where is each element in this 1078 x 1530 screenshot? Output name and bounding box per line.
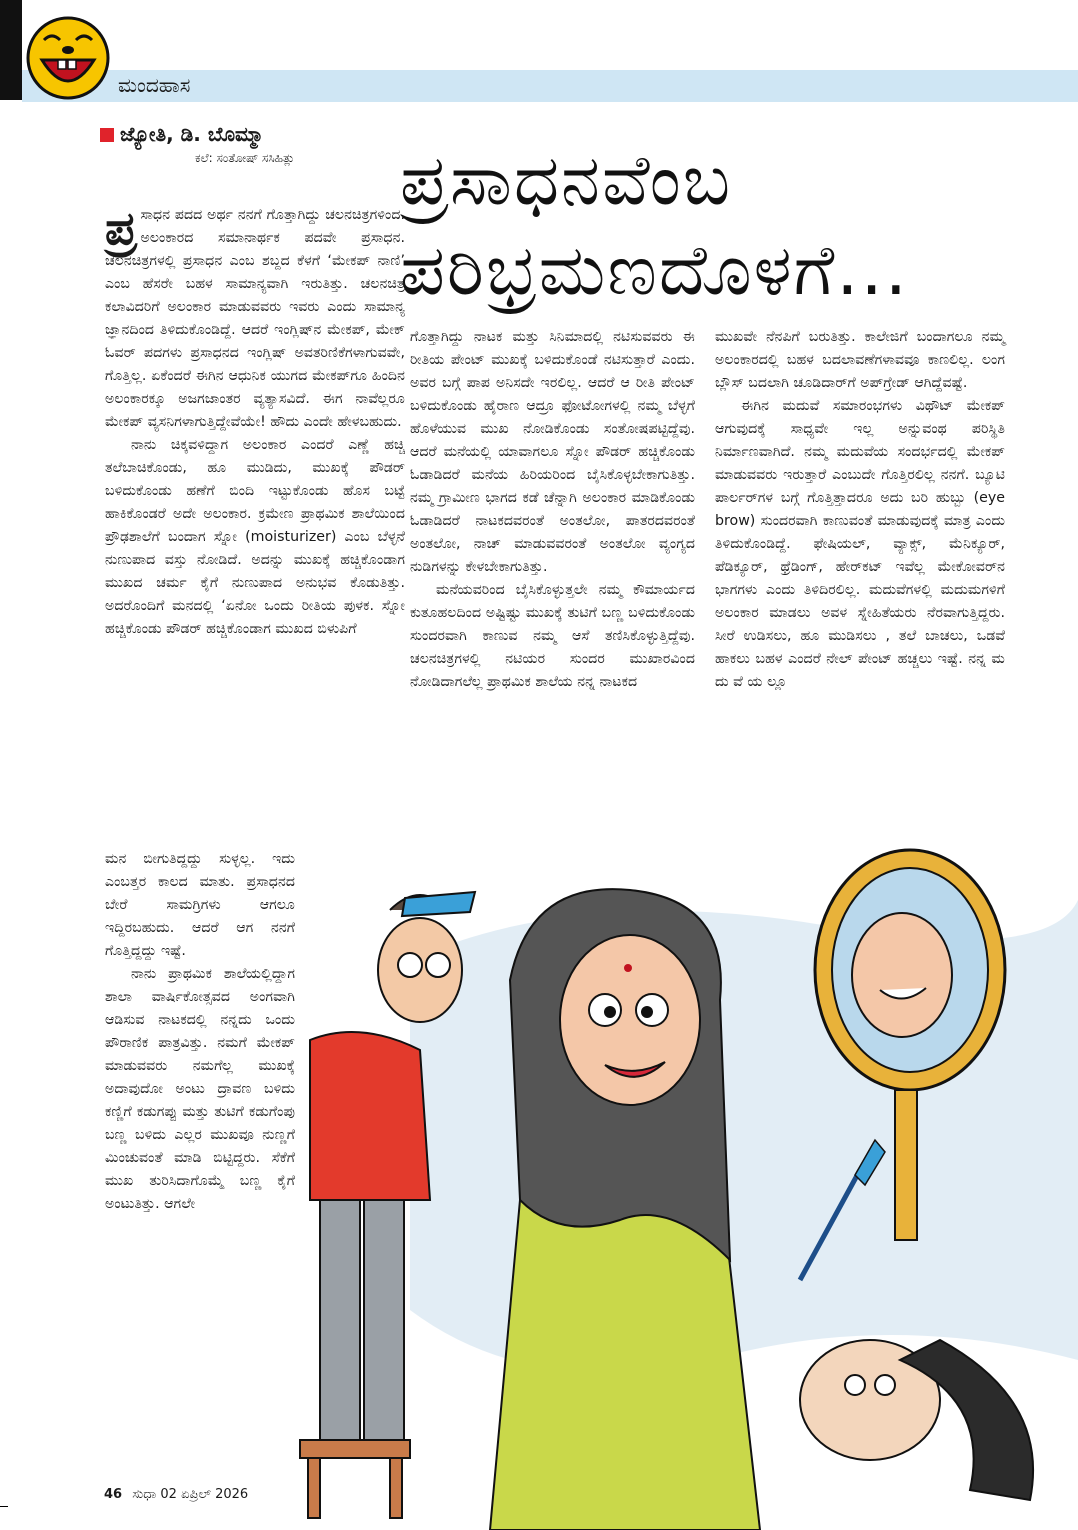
headline-line-2: ಪರಿಭ್ರಮಣದೊಳಗೆ... [400,229,910,311]
paragraph: ನಾನು ಚಿಕ್ಕವಳಿದ್ದಾಗ ಅಲಂಕಾರ ಎಂದರೆ ಎಣ್ಣೆ ಹಚ್ಚಿ ತಲೆಬಾಚಿಕೊಂಡು, ಹೂ ಮುಡಿದು, ಮುಖಕ್ಕೆ ಪೌಡರ್ ಬಳಿದುಕೊಂಡು ಹಣೆಗೆ ಬಿಂದಿ ಇಟ್ಟುಕೊಂಡು ಹೊಸ ಬಟ್ಟೆ ಹಾಕಿಕೊಂಡರೆ ಅದೇ ಅಲಂಕಾರ. ಕ್ರಮೇಣ ಪ್ರಾಥಮಿಕ ಶಾಲೆಯಿಂದ ಪ್ರೌಢಶಾಲೆಗೆ ಬಂದಾಗ ಸ್ನೋ (moisturizer) ಎಂಬ ಬೆಳ್ಳನೆ ನುಣುಪಾದ ವಸ್ತು ನೋಡಿದೆ. ಅದನ್ನು ಮುಖಕ್ಕೆ ಹಚ್ಚಿಕೊಂಡಾಗ ಮುಖದ ಚರ್ಮ ಕೈಗೆ ನುಣುಪಾದ ಅನುಭವ ಕೊಡುತಿತ್ತು. ಅದರೊಂದಿಗೆ ಮನದಲ್ಲಿ ‘ಏನೋ ಒಂದು ರೀತಿಯ ಪುಳಕ. ಸ್ನೋ ಹಚ್ಚಿಕೊಂಡು ಪೌಡರ್ ಹಚ್ಚಿಕೊಂಡಾಗ ಮುಖದ ಬಿಳುಪಿಗೆ [105,437,405,637]
byline-author: ಜ್ಯೋತಿ, ಡಿ. ಬೊಮ್ಮಾ [120,122,264,146]
article-column-1-continued [105,848,295,1216]
paragraph: ಮನೆಯವರಿಂದ ಬೈಸಿಕೊಳ್ಳುತ್ತಲೇ ನಮ್ಮ ಕೌಮಾರ್ಯದ ಕುತೂಹಲದಿಂದ ಅಷ್ಟಿಷ್ಟು ಮುಖಕ್ಕೆ ತುಟಿಗೆ ಬಣ್ಣ ಬಳಿದುಕೊಂಡು ಸುಂದರವಾಗಿ ಕಾಣುವ ನಮ್ಮ ಆಸೆ ತಣಿಸಿಕೊಳ್ಳುತ್ತಿದ್ದೆವು. ಚಲನಚಿತ್ರಗಳಲ್ಲಿ ನಟಿಯರ ಸುಂದರ ಮುಖಾರವಿಂದ ನೋಡಿದಾಗಲೆಲ್ಲ ಪ್ರಾಥಮಿಕ ಶಾಲೆಯ ನನ್ನ ನಾಟಕದ [410,582,695,690]
page-footer [104,1487,248,1502]
makeup-cartoon-illustration [290,840,1078,1530]
page-number: 46 [104,1487,123,1502]
paragraph: ನಾನು ಪ್ರಾಥಮಿಕ ಶಾಲೆಯಲ್ಲಿದ್ದಾಗ ಶಾಲಾ ವಾರ್ಷಿಕೋತ್ಸವದ ಅಂಗವಾಗಿ ಆಡಿಸುವ ನಾಟಕದಲ್ಲಿ ನನ್ನದು ಒಂದು ಪೌರಾಣಿಕ ಪಾತ್ರವಿತ್ತು. ನಮಗೆ ಮೇಕಪ್ ಮಾಡುವವರು ನಮಗೆಲ್ಲ ಮುಖಕ್ಕೆ ಅದಾವುದೋ ಅಂಟು ದ್ರಾವಣ ಬಳಿದು ಕಣ್ಣಿಗೆ ಕಡುಗಪ್ಪು ಮತ್ತು ತುಟಿಗೆ ಕಡುಗೆಂಪು ಬಣ್ಣ ಬಳಿದು ಎಲ್ಲರ ಮುಖವೂ ನುಣ್ಣಗೆ ಮಿಂಚುವಂತೆ ಮಾಡಿ ಬಿಟ್ಟಿದ್ದರು. ಸೆಕೆಗೆ ಮುಖ ತುರಿಸಿದಾಗೊಮ್ಮೆ ಬಣ್ಣ ಕೈಗೆ ಅಂಟುತಿತ್ತು. ಆಗಲೇ [105,966,295,1212]
article-column-3 [715,326,1005,694]
paragraph: ಈಗಿನ ಮದುವೆ ಸಮಾರಂಭಗಳು ವಿಥೌಟ್ ಮೇಕಪ್ ಆಗುವುದಕ್ಕೆ ಸಾಧ್ಯವೇ ಇಲ್ಲ ಅನ್ನುವಂಥ ಪರಿಸ್ಥಿತಿ ನಿರ್ಮಾಣವಾಗಿದೆ. ನಮ್ಮ ಮದುವೆಯ ಸಂದರ್ಭದಲ್ಲಿ ಮೇಕಪ್ ಮಾಡುವವರು ಇರುತ್ತಾರೆ ಎಂಬುದೇ ಗೊತ್ತಿರಲಿಲ್ಲ ನನಗೆ. ಬ್ಯೂಟಿ ಪಾರ್ಲರ್‌ಗಳ ಬಗ್ಗೆ ಗೊತ್ತಿತ್ತಾದರೂ ಅದು ಬರಿ ಹುಬ್ಬು (eye brow) ಸುಂದರವಾಗಿ ಕಾಣುವಂತೆ ಮಾಡುವುದಕ್ಕೆ ಮಾತ್ರ ಎಂದು ತಿಳಿದುಕೊಂಡಿದ್ದೆ. ಫೇಷಿಯಲ್, ವ್ಯಾಕ್ಸ್, ಮೆನಿಕ್ಯೂರ್, ಪೆಡಿಕ್ಯೂರ್, ಥ್ರೆಡಿಂಗ್, ಹೇರ್‌ಕಟ್ ಇವೆಲ್ಲ ಮೇಕೋವರ್‌ನ ಭಾಗಗಳು ಎಂದು ತಿಳಿದಿರಲಿಲ್ಲ. ಮದುವೆಗಳಲ್ಲಿ ಮದುಮಗಳಿಗೆ ಅಲಂಕಾರ ಮಾಡಲು ಅವಳ ಸ್ನೇಹಿತೆಯರು ನೆರವಾಗುತ್ತಿದ್ದರು. ಸೀರೆ ಉಡಿಸಲು, ಹೂ ಮುಡಿಸಲು , ತಲೆ ಬಾಚಲು, ಒಡವೆ ಹಾಕಲು ಬಹಳ ಎಂದರೆ ನೇಲ್ ಪೇಂಟ್ ಹಚ್ಚಲು ಇಷ್ಟೆ. ನನ್ನ ಮ ದು ವೆ ಯ ಲ್ಲೂ [715,398,1005,690]
section-label: ಮಂದಹಾಸ [118,73,191,97]
corner-block [0,0,22,100]
crop-mark [0,1506,8,1507]
paragraph-text: ಸಾಧನ ಪದದ ಅರ್ಥ ನನಗೆ ಗೊತ್ತಾಗಿದ್ದು ಚಲನಚಿತ್ರಗಳಿಂದ. ಅಲಂಕಾರದ ಸಮಾನಾರ್ಥಕ ಪದವೇ ಪ್ರಸಾಧನ. ಚಲನಚಿತ್ರಗಳಲ್ಲಿ ಪ್ರಸಾಧನ ಎಂಬ ಶಬ್ದದ ಕೆಳಗೆ ‘ಮೇಕಪ್ ನಾಣಿ’ ಎಂಬ ಹೆಸರೇ ಬಹಳ ಸಾಮಾನ್ಯವಾಗಿ ಇರುತಿತ್ತು. ಚಲನಚಿತ್ರ ಕಲಾವಿದರಿಗೆ ಅಲಂಕಾರ ಮಾಡುವವರು ಇವರು ಎಂದು ಸಾಮಾನ್ಯ ಜ್ಞಾನದಿಂದ ತಿಳಿದುಕೊಂಡಿದ್ದೆ. ಆದರೆ ಇಂಗ್ಲಿಷ್‌ನ ಮೇಕಪ್, ಮೇಕ್ ಓವರ್ ಪದಗಳು ಪ್ರಸಾಧನದ ಇಂಗ್ಲಿಷ್ ಅವತರಿಣಿಕೆಗಳಾಗುವವೇ, ಗೊತ್ತಿಲ್ಲ. ಏಕೆಂದರೆ ಈಗಿನ ಆಧುನಿಕ ಯುಗದ ಮೇಕಪ್‌ಗೂ ಹಿಂದಿನ ಅಲಂಕಾರಕ್ಕೂ ಅಜಗಜಾಂತರ ವ್ಯತ್ಯಾಸವಿದೆ. ಈಗ ನಾವೆಲ್ಲರೂ ಮೇಕಪ್ ವ್ಯಸನಿಗಳಾಗುತ್ತಿದ್ದೇವೆಯೇ! ಹೌದು ಎಂದೇ ಹೇಳಬಹುದು. [105,207,405,430]
paragraph: ಗೊತ್ತಾಗಿದ್ದು ನಾಟಕ ಮತ್ತು ಸಿನಿಮಾದಲ್ಲಿ ನಟಿಸುವವರು ಈ ರೀತಿಯ ಪೇಂಟ್ ಮುಖಕ್ಕೆ ಬಳಿದುಕೊಂಡೆ ನಟಿಸುತ್ತಾರೆ ಎಂದು. ಅವರ ಬಗ್ಗೆ ಪಾಪ ಅನಿಸದೇ ಇರಲಿಲ್ಲ. ಆದರೆ ಆ ರೀತಿ ಪೇಂಟ್ ಬಳಿದುಕೊಂಡು ಹೈರಾಣ ಆದ್ರೂ ಫೋಟೋಗಳಲ್ಲಿ ನಮ್ಮ ಬೆಳ್ಳಗೆ ಹೊಳೆಯುವ ಮುಖ ನೋಡಿಕೊಂಡು ಸಂತೋಷಪಟ್ಟಿದ್ದೆವು. ಆದರೆ ಮನೆಯಲ್ಲಿ ಯಾವಾಗಲೂ ಸ್ನೋ ಪೌಡರ್ ಹಚ್ಚಿಕೊಂಡು ಓಡಾಡಿದರೆ ಮನೆಯ ಹಿರಿಯರಿಂದ ಬೈಸಿಕೊಳ್ಳಬೇಕಾಗುತಿತ್ತು. ನಮ್ಮ ಗ್ರಾಮೀಣ ಭಾಗದ ಕಡೆ ಚೆನ್ನಾಗಿ ಅಲಂಕಾರ ಮಾಡಿಕೊಂಡು ಓಡಾಡಿದರೆ ನಾಟಕದವರಂತೆ ಅಂತಲೋ, ಪಾತರದವರಂತೆ ಅಂತಲೋ, ನಾಚ್ ಮಾಡುವವರಂತೆ ಅಂತಲೋ ವ್ಯಂಗ್ಯದ ನುಡಿಗಳನ್ನು ಕೇಳಬೇಕಾಗುತಿತ್ತು. [410,329,695,575]
paragraph [105,201,405,434]
headline-line-1: ಪ್ರಸಾಧನವೆಂಬ [400,139,733,221]
issue-info: ಸುಧಾ 02 ಏಪ್ರಿಲ್ 2026 [132,1487,249,1502]
paragraph: ಮುಖವೇ ನೆನಪಿಗೆ ಬರುತಿತ್ತು. ಕಾಲೇಜಿಗೆ ಬಂದಾಗಲೂ ನಮ್ಮ ಅಲಂಕಾರದಲ್ಲಿ ಬಹಳ ಬದಲಾವಣೆಗಳಾವವೂ ಕಾಣಲಿಲ್ಲ. ಲಂಗ ಬ್ಲೌಸ್ ಬದಲಾಗಿ ಚೂಡಿದಾರ್‌ಗೆ ಅಪ್‌ಗ್ರೇಡ್ ಆಗಿದ್ದೆವಷ್ಟೆ. [715,329,1005,391]
laughing-face-icon [22,10,114,102]
drop-cap: ಪ್ರ [105,201,137,255]
paragraph: ಮನ ಬೀಗುತಿದ್ದದ್ದು ಸುಳ್ಳಲ್ಲ. ಇದು ಎಂಬತ್ತರ ಕಾಲದ ಮಾತು. ಪ್ರಸಾಧನದ ಬೇರೆ ಸಾಮಗ್ರಿಗಳು ಆಗಲೂ ಇದ್ದಿರಬಹುದು. ಆದರೆ ಆಗ ನನಗೆ ಗೊತ್ತಿದ್ದದ್ದು ಇಷ್ಟೆ. [105,851,295,959]
article-column-1 [105,201,405,641]
byline-marker [100,128,114,142]
byline-artist: ಕಲೆ: ಸಂತೋಷ್ ಸಸಿಹಿತ್ಲು [195,151,295,165]
article-column-2 [410,326,695,694]
